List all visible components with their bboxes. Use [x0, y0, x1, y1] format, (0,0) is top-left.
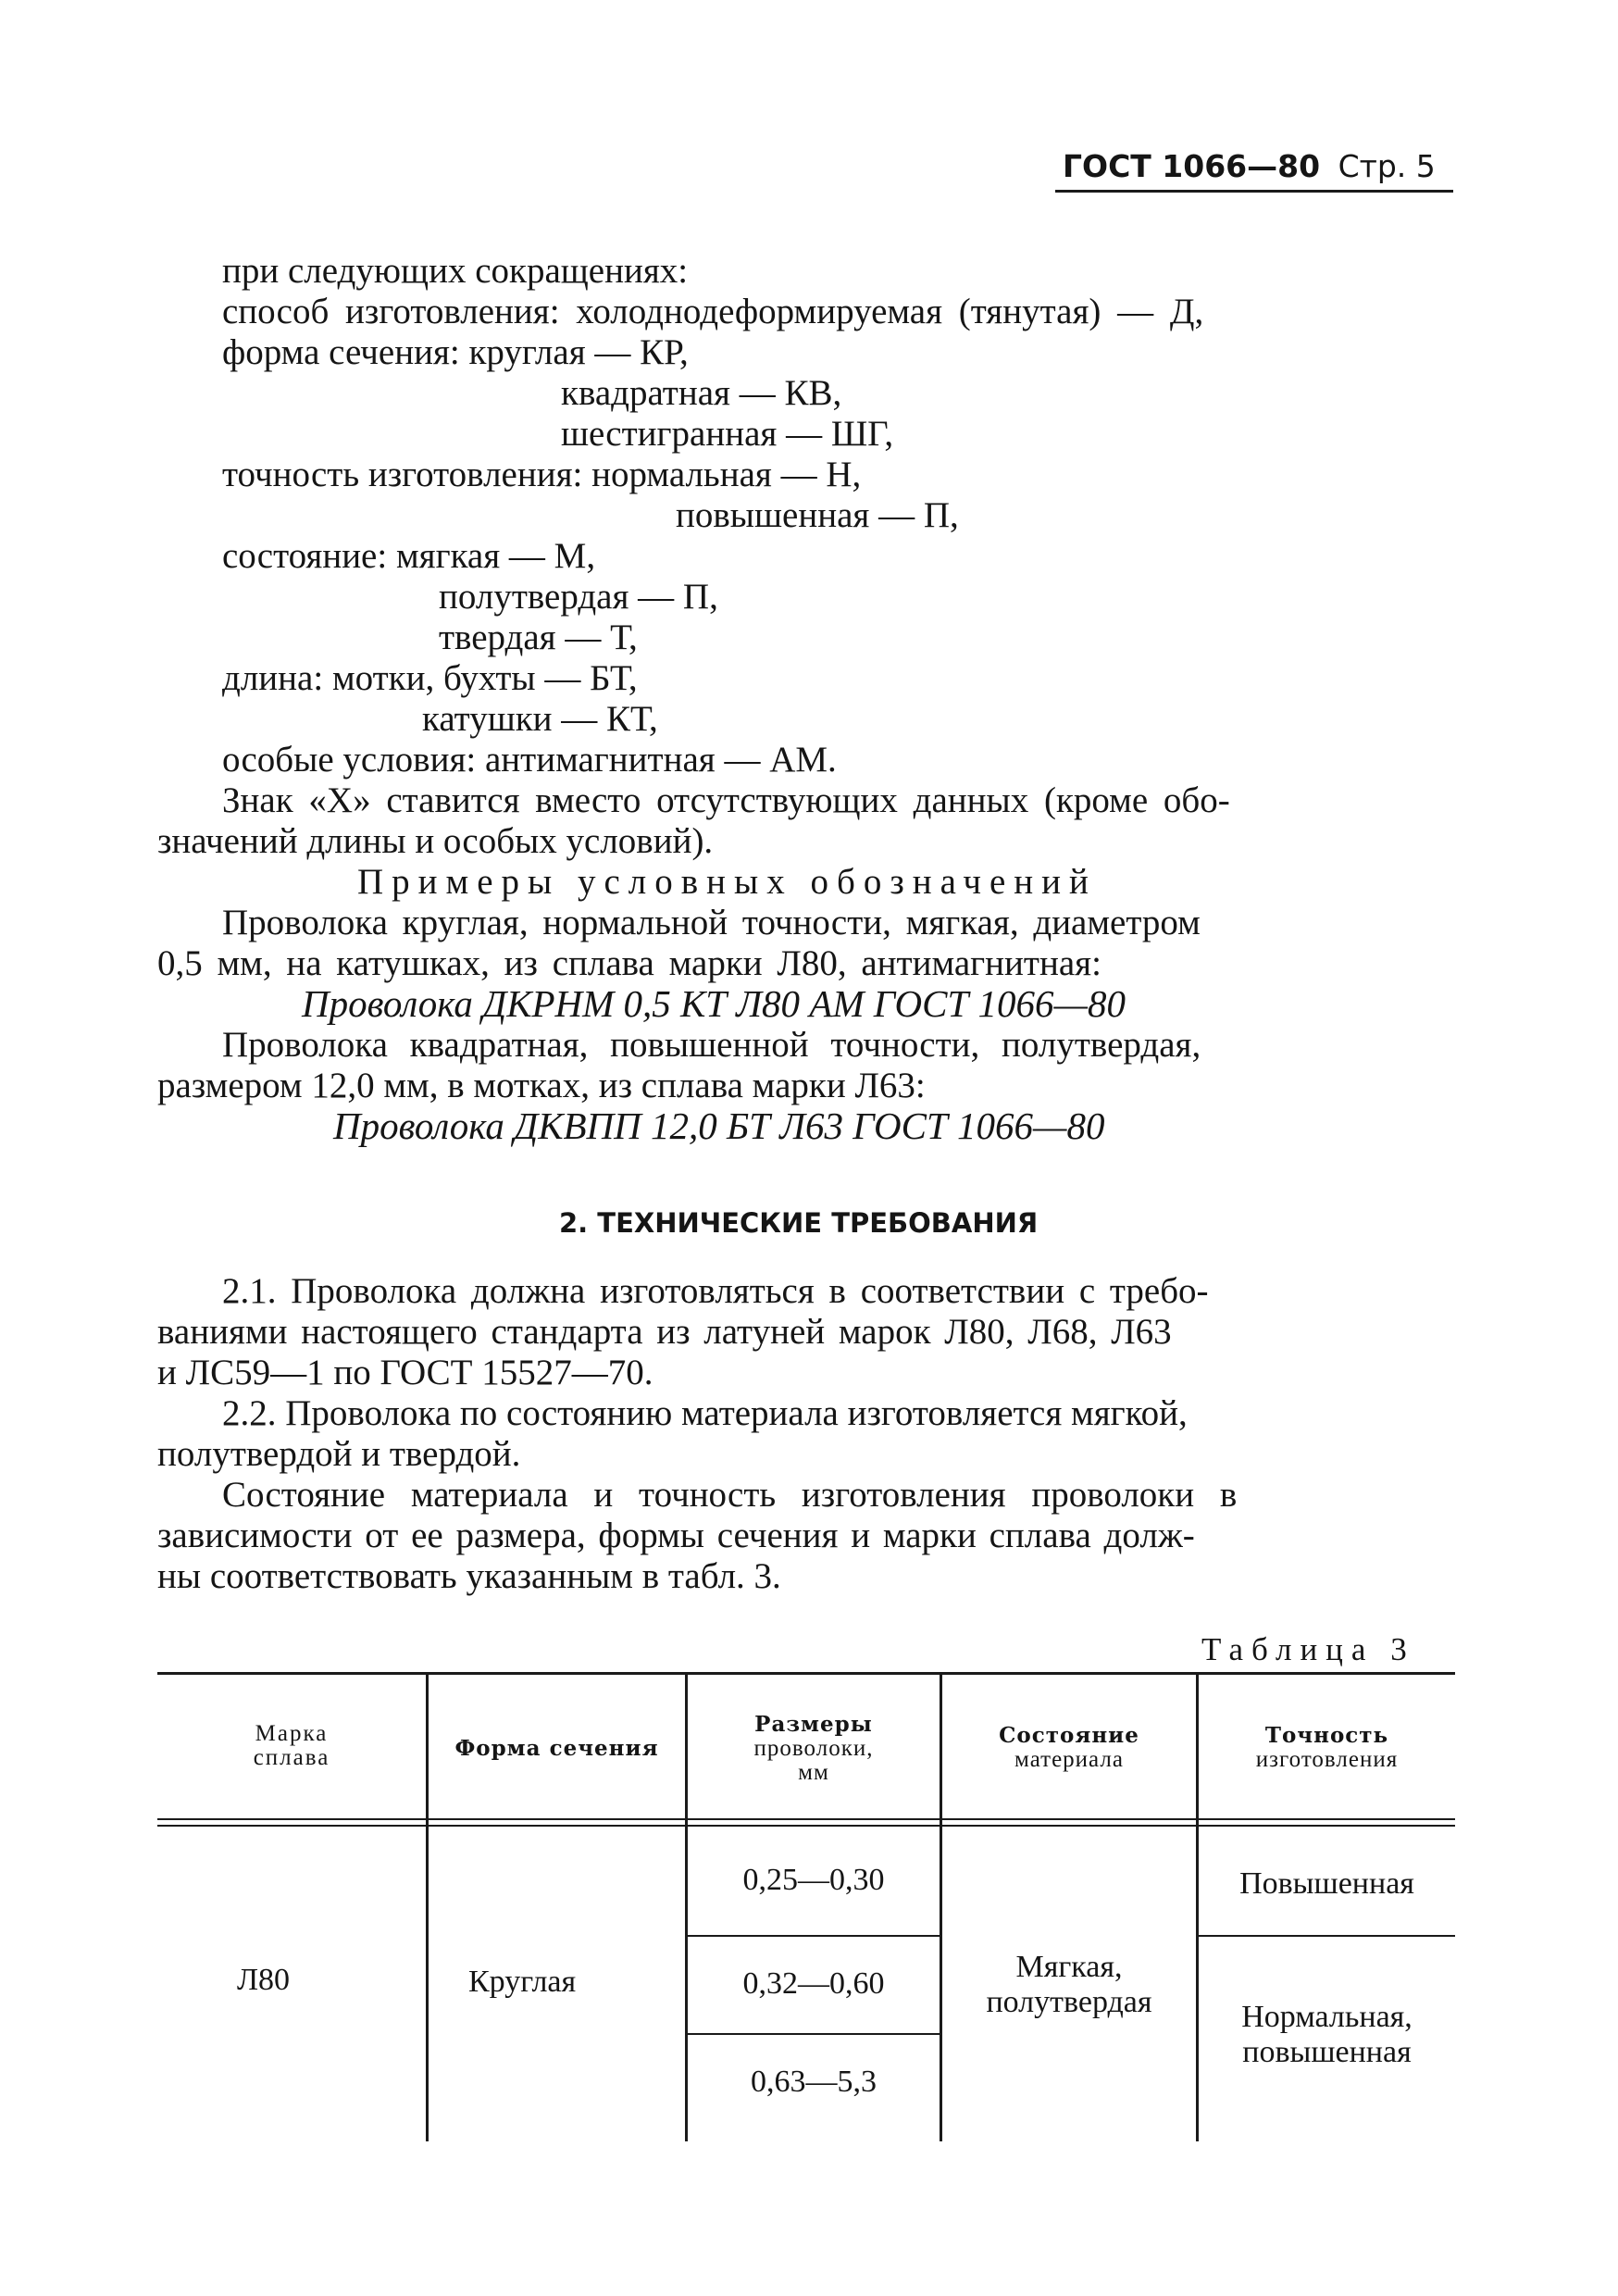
- p21-line-2: ваниями настоящего стандарта из латуней марок Л80, Л68, Л63: [157, 1312, 1172, 1352]
- example2-code: Проволока ДКВПП 12,0 БТ Л63 ГОСТ 1066—80: [333, 1104, 1105, 1147]
- abbr-method: способ изготовления: холоднодеформируемая (тянутая) — Д,: [222, 292, 1204, 331]
- abbr-accuracy-high: повышенная — П,: [676, 495, 959, 535]
- th-state: [942, 1724, 1196, 1772]
- section-title: 2. ТЕХНИЧЕСКИЕ ТРЕБОВАНИЯ: [559, 1207, 1039, 1239]
- abbr-state-hard: твердая — Т,: [439, 618, 638, 657]
- th-accuracy-line-2: изготовления: [1255, 1747, 1399, 1772]
- cell-state-line-2: полутвердая: [986, 1985, 1152, 2019]
- example2-line-1: Проволока квадратная, повышенной точности, полутвердая,: [222, 1025, 1201, 1065]
- x-sign-line-1: Знак «Х» ставится вместо отсутствующих данных (кроме обо-: [222, 780, 1230, 820]
- example2-line-2: размером 12,0 мм, в мотках, из сплава марки Л63:: [157, 1066, 926, 1105]
- table-header-rule-1: [157, 1818, 1455, 1820]
- cell-accuracy-top: Повышенная: [1239, 1866, 1414, 1901]
- th-size: [688, 1713, 940, 1785]
- p21-line-1: 2.1. Проволока должна изготовляться в соответствии с требо-: [222, 1271, 1209, 1311]
- th-grade-line-1: Марка: [255, 1721, 329, 1746]
- standard-number: ГОСТ 1066—80: [1063, 148, 1321, 184]
- th-size-line-3: мм: [798, 1760, 829, 1785]
- example1-line-1: Проволока круглая, нормальной точности, мягкая, диаметром: [222, 903, 1201, 942]
- p23-line-2: зависимости от ее размера, формы сечения и марки сплава долж-: [157, 1516, 1195, 1555]
- cell-accuracy-bottom-line-1: Нормальная,: [1241, 2000, 1413, 2034]
- example1-line-2: 0,5 мм, на катушках, из сплава марки Л80, антимагнитная:: [157, 943, 1101, 983]
- th-state-line-2: материала: [1014, 1747, 1124, 1772]
- p23-line-1: Состояние материала и точность изготовления проволоки в: [222, 1475, 1238, 1515]
- cell-accuracy-bottom-line-2: повышенная: [1242, 2035, 1412, 2069]
- cell-size-2: 0,32—0,60: [742, 1966, 885, 2001]
- cell-accuracy-bottom: [1199, 2000, 1455, 2070]
- abbr-state-semihard: полутвердая — П,: [439, 577, 718, 617]
- abbr-accuracy-normal: точность изготовления: нормальная — Н,: [222, 455, 862, 494]
- example1-code: Проволока ДКРНМ 0,5 КТ Л80 АМ ГОСТ 1066—80: [302, 982, 1126, 1025]
- p22-line-1: 2.2. Проволока по состоянию материала изготовляется мягкой,: [222, 1393, 1188, 1433]
- th-grade: [157, 1722, 426, 1770]
- th-state-line-1: Состояние: [999, 1723, 1139, 1748]
- abbr-special: особые условия: антимагнитная — АМ.: [222, 740, 837, 780]
- th-shape: Форма сечения: [454, 1736, 659, 1761]
- cell-state: [942, 1950, 1196, 2020]
- cell-state-line-1: Мягкая,: [1015, 1950, 1123, 1984]
- th-size-line-2: проволоки,: [753, 1736, 874, 1761]
- abbr-length-coils: длина: мотки, бухты — БТ,: [222, 658, 638, 698]
- accuracy-divider: [1199, 1935, 1455, 1937]
- size-divider-1: [688, 1935, 940, 1937]
- size-divider-2: [688, 2033, 940, 2035]
- page-header: [1063, 148, 1436, 184]
- abbr-shape-square: квадратная — КВ,: [561, 373, 842, 413]
- th-size-line-1: Размеры: [754, 1712, 873, 1737]
- p22-line-2: полутвердой и твердой.: [157, 1434, 521, 1474]
- cell-size-3: 0,63—5,3: [751, 2065, 877, 2099]
- abbr-shape-hex: шестигранная — ШГ,: [561, 414, 894, 454]
- examples-title: Примеры условных обозначений: [357, 862, 1097, 902]
- abbr-intro: при следующих сокращениях:: [222, 251, 689, 291]
- th-accuracy-line-1: Точность: [1264, 1723, 1389, 1748]
- table-top-rule: [157, 1672, 1455, 1675]
- cell-grade: Л80: [237, 1963, 291, 1997]
- table-header-rule-2: [157, 1825, 1455, 1827]
- cell-shape: Круглая: [468, 1965, 577, 1999]
- abbr-shape-round: форма сечения: круглая — КР,: [222, 332, 689, 372]
- th-grade-line-2: сплава: [253, 1745, 330, 1770]
- abbr-state-soft: состояние: мягкая — М,: [222, 536, 596, 576]
- abbr-length-reels: катушки — КТ,: [422, 699, 658, 739]
- x-sign-line-2: значений длины и особых условий).: [157, 821, 714, 861]
- page-number: Стр. 5: [1338, 148, 1436, 184]
- th-accuracy: [1199, 1724, 1455, 1772]
- p23-line-3: ны соответствовать указанным в табл. 3.: [157, 1556, 781, 1596]
- p21-line-3: и ЛС59—1 по ГОСТ 15527—70.: [157, 1353, 653, 1392]
- header-rule: [1055, 190, 1453, 193]
- cell-size-1: 0,25—0,30: [742, 1863, 885, 1897]
- table-caption: Таблица 3: [1201, 1631, 1415, 1667]
